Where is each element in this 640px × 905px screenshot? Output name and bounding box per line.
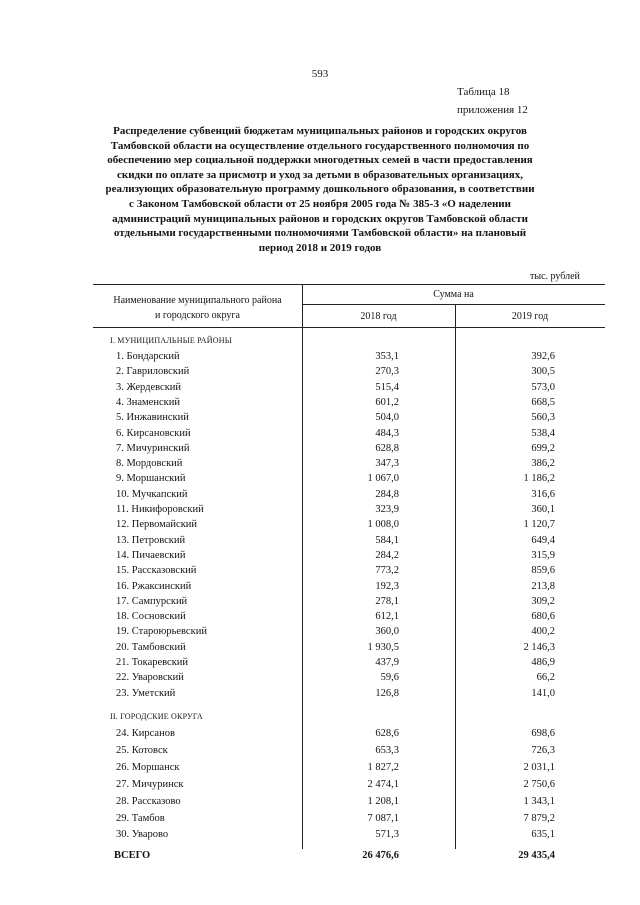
title-line: реализующих образовательную программу дошкольного образования, в соответствии <box>105 183 535 196</box>
row-value-2019: 300,5 <box>531 366 555 378</box>
row-value-2018: 7 087,1 <box>367 813 399 824</box>
row-name: 14. Пичаевский <box>116 549 186 561</box>
row-name: 5. Инжавинский <box>116 412 189 424</box>
row-value-2019: 649,4 <box>531 534 555 546</box>
table-row <box>0 762 640 777</box>
row-name: 8. Мордовский <box>116 458 183 470</box>
row-name: 2. Гавриловский <box>116 366 190 378</box>
table-row <box>0 458 640 473</box>
row-value-2018: 59,6 <box>380 672 399 684</box>
row-name: 7. Мичуринский <box>116 442 190 454</box>
table-label: Таблица 18 <box>457 86 510 98</box>
page-number: 593 <box>311 68 329 80</box>
total-value-2018: 26 476,6 <box>362 850 399 861</box>
row-value-2019: 573,0 <box>531 381 555 393</box>
row-value-2018: 2 474,1 <box>367 779 399 790</box>
row-name: 24. Кирсанов <box>116 728 175 739</box>
row-name: 4. Знаменский <box>116 396 180 408</box>
table-top-border <box>93 284 605 285</box>
table-row <box>0 642 640 657</box>
row-name: 17. Сампурский <box>116 595 188 607</box>
row-value-2018: 1 208,1 <box>367 796 399 807</box>
table-row <box>0 596 640 611</box>
row-value-2018: 601,2 <box>375 396 399 408</box>
row-value-2019: 315,9 <box>531 549 555 561</box>
row-value-2019: 486,9 <box>531 657 555 668</box>
row-value-2019: 1 120,7 <box>523 519 555 531</box>
row-value-2018: 278,1 <box>375 595 399 607</box>
section-title-districts: I. МУНИЦИПАЛЬНЫЕ РАЙОНЫ <box>110 336 232 345</box>
table-row <box>0 688 640 703</box>
total-label: ВСЕГО <box>114 850 151 861</box>
row-name: 6. Кирсановский <box>116 427 191 439</box>
row-value-2018: 628,8 <box>375 442 399 454</box>
title-line: Распределение субвенций бюджетам муниципальных районов и городских округов <box>113 125 527 137</box>
units-label: тыс. рублей <box>530 271 580 282</box>
row-value-2019: 2 031,1 <box>523 762 555 773</box>
row-value-2019: 309,2 <box>531 595 555 607</box>
row-value-2018: 284,2 <box>375 549 399 561</box>
header-sum: Сумма на <box>433 289 474 300</box>
row-value-2018: 1 930,5 <box>367 641 399 653</box>
table-row <box>0 473 640 488</box>
row-value-2019: 1 343,1 <box>523 796 555 807</box>
row-value-2018: 360,0 <box>375 626 399 638</box>
row-value-2019: 141,0 <box>531 687 555 699</box>
document-title <box>100 124 540 255</box>
row-value-2019: 1 186,2 <box>523 473 555 485</box>
row-value-2018: 504,0 <box>375 412 399 424</box>
table-row <box>0 829 640 844</box>
row-value-2019: 698,6 <box>531 728 555 739</box>
row-value-2018: 773,2 <box>375 565 399 577</box>
title-line: обеспечению мер социальной поддержки многодетных семей в части предоставления <box>107 154 533 167</box>
row-name: 25. Котовск <box>116 745 168 756</box>
row-name: 26. Моршанск <box>116 762 180 773</box>
row-name: 19. Староюрьевский <box>116 626 207 638</box>
table-row <box>0 581 640 596</box>
row-value-2018: 323,9 <box>375 504 399 515</box>
row-value-2019: 859,6 <box>531 565 555 577</box>
row-value-2018: 653,3 <box>375 745 399 756</box>
appendix-label: приложения 12 <box>457 104 528 116</box>
row-value-2018: 353,1 <box>375 351 399 362</box>
row-value-2019: 560,3 <box>531 412 555 424</box>
row-value-2019: 2 146,3 <box>523 641 555 653</box>
row-value-2018: 584,1 <box>375 534 399 546</box>
row-name: 10. Мучкапский <box>116 488 188 500</box>
row-value-2018: 1 008,0 <box>367 519 399 531</box>
row-name: 13. Петровский <box>116 534 186 546</box>
table-row <box>0 728 640 743</box>
row-value-2019: 360,1 <box>531 504 555 515</box>
header-year-2018: 2018 год <box>360 311 397 322</box>
row-name: 12. Первомайский <box>116 519 198 531</box>
row-name: 27. Мичуринск <box>116 779 184 790</box>
row-name: 1. Бондарский <box>116 351 180 362</box>
row-value-2018: 192,3 <box>375 580 399 592</box>
row-value-2018: 571,3 <box>375 829 399 840</box>
row-value-2018: 628,6 <box>375 728 399 739</box>
row-value-2018: 515,4 <box>375 381 399 393</box>
header-year-2019: 2019 год <box>511 311 549 322</box>
table-row <box>0 745 640 760</box>
table-row <box>0 519 640 534</box>
row-value-2018: 612,1 <box>375 611 399 623</box>
row-value-2018: 284,8 <box>375 488 399 500</box>
title-line: Тамбовской области на осуществление отдельного государственного полномочия по <box>110 139 530 152</box>
row-value-2019: 66,2 <box>536 672 555 684</box>
table-row <box>0 443 640 458</box>
row-name: 11. Никифоровский <box>116 504 204 515</box>
title-line: администраций муниципальных районов и городских округов Тамбовской области <box>112 212 528 225</box>
row-value-2019: 680,6 <box>531 611 555 623</box>
title-line: с Законом Тамбовской области от 25 ноября 2005 года № 385-З «О наделении <box>129 197 511 210</box>
header-divider <box>302 304 605 305</box>
header-bottom-border <box>93 327 605 328</box>
section-title-city-districts: II. ГОРОДСКИЕ ОКРУГА <box>110 712 203 721</box>
table-row <box>0 565 640 580</box>
row-name: 30. Уварово <box>116 829 169 840</box>
row-value-2019: 2 750,6 <box>523 779 555 790</box>
row-value-2019: 400,2 <box>531 626 555 638</box>
table-row <box>0 779 640 794</box>
row-value-2019: 392,6 <box>531 351 555 362</box>
table-row <box>0 428 640 443</box>
row-name: 3. Жердевский <box>116 381 182 393</box>
row-value-2018: 484,3 <box>375 427 399 439</box>
row-value-2019: 699,2 <box>531 442 555 454</box>
table-row <box>0 351 640 366</box>
table-row <box>0 626 640 641</box>
row-name: 29. Тамбов <box>116 813 165 824</box>
row-value-2019: 386,2 <box>531 458 555 470</box>
title-line: отдельными государственными полномочиями Тамбовской области» на плановый <box>113 227 527 240</box>
row-value-2018: 437,9 <box>375 657 399 668</box>
row-name: 15. Рассказовский <box>116 565 197 577</box>
row-value-2018: 1 827,2 <box>367 762 399 773</box>
row-value-2019: 726,3 <box>531 745 555 756</box>
row-value-2019: 538,4 <box>531 427 555 439</box>
row-value-2019: 213,8 <box>531 580 555 592</box>
row-value-2018: 126,8 <box>375 687 399 699</box>
table-row <box>0 672 640 687</box>
table-row <box>0 412 640 427</box>
row-value-2018: 1 067,0 <box>367 473 399 485</box>
table-row <box>0 397 640 412</box>
header-name-col-2: и городского округа <box>155 310 240 321</box>
row-name: 9. Моршанский <box>116 473 186 485</box>
table-row <box>0 382 640 397</box>
row-value-2019: 635,1 <box>531 829 555 840</box>
row-name: 16. Ржаксинский <box>116 580 192 592</box>
row-name: 28. Рассказово <box>116 796 181 807</box>
table-row <box>0 535 640 550</box>
row-value-2019: 316,6 <box>531 488 555 500</box>
row-value-2019: 668,5 <box>531 396 555 408</box>
total-value-2019: 29 435,4 <box>518 850 555 861</box>
row-value-2018: 270,3 <box>375 366 399 378</box>
title-line: скидки по оплате за присмотр и уход за детьми в образовательных организациях, <box>116 168 524 181</box>
row-name: 21. Токаревский <box>116 657 189 668</box>
title-line: период 2018 и 2019 годов <box>258 241 382 254</box>
table-row <box>0 611 640 626</box>
table-row <box>0 796 640 811</box>
row-value-2019: 7 879,2 <box>523 813 555 824</box>
row-name: 23. Уметский <box>116 687 176 699</box>
table-row <box>0 550 640 565</box>
row-name: 18. Сосновский <box>116 611 186 623</box>
header-name-col: Наименование муниципального района <box>113 295 282 306</box>
table-row <box>0 813 640 828</box>
table-row <box>0 489 640 504</box>
row-value-2018: 347,3 <box>375 458 399 470</box>
row-name: 20. Тамбовский <box>116 641 186 653</box>
total-row <box>0 850 640 865</box>
row-name: 22. Уваровский <box>116 672 184 684</box>
table-row <box>0 657 640 672</box>
table-row <box>0 366 640 381</box>
table-row <box>0 504 640 519</box>
